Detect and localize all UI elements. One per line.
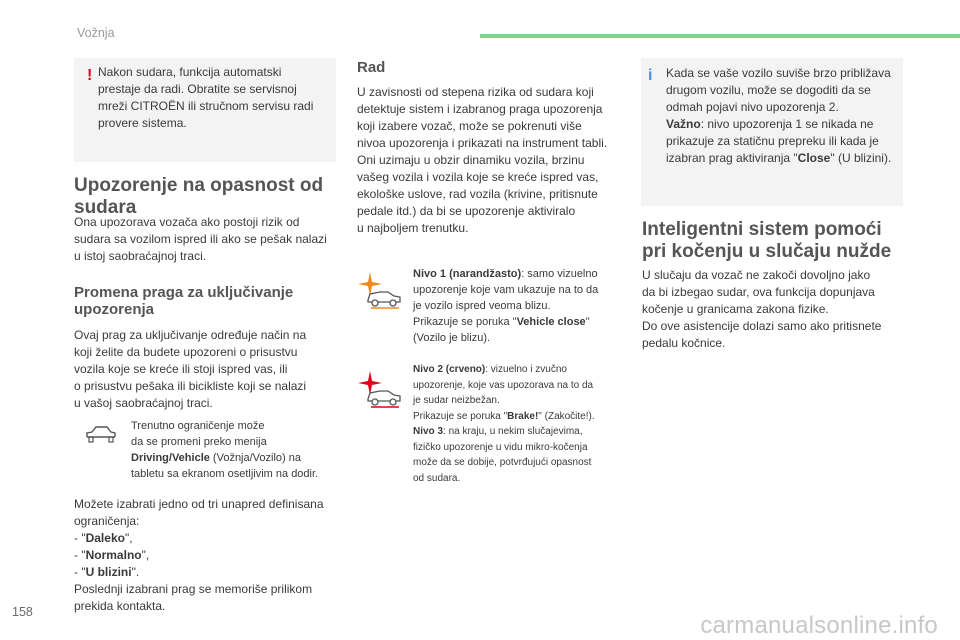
emergency-brake-text: U slučaju da vozač ne zakoči dovoljno jako da bi izbegao sudar, ova funkcija dopunjava kočenje u granicama zakona fizike. Do ove asistencije dolazi samo ako pritisnete pedalu kočnice. — [642, 268, 882, 350]
alert-car-orange-icon — [358, 270, 404, 310]
warning-note-line: Nakon sudara, funkcija automatski — [98, 65, 282, 79]
info-note: i Kada se vaše vozilo suviše brzo približava drugom vozilu, može se dogoditi da se odmah pojavi nivo upozorenja 2. Važno: nivo upozorenja 1 se nikada ne prikazuje za statičnu prepreku ili kada je izabran prag aktiviranja "Close" (U blizini). — [641, 58, 903, 206]
section-color-bar — [480, 34, 960, 38]
important-label: Važno — [666, 117, 701, 131]
brake-message: Brake! — [507, 410, 539, 422]
list-item: - "U blizini". — [74, 565, 140, 579]
threshold-options: Možete izabrati jedno od tri unapred definisana ograničenja: - "Daleko", - "Normalno", - "U blizini". Poslednji izabrani prag se memoriše prilikom prekida kontakta. — [74, 497, 324, 613]
level-2-label: Nivo 2 (crveno) — [413, 364, 486, 375]
info-icon: i — [648, 67, 653, 84]
emergency-brake-heading: Inteligentni sistem pomoći pri kočenju u slučaju nužde — [642, 219, 892, 262]
close-threshold-word: Close — [797, 151, 831, 165]
list-item: - "Daleko", — [74, 531, 133, 545]
car-icon — [84, 423, 118, 445]
page-number: 158 — [12, 605, 33, 619]
vehicle-close-message: Vehicle close — [516, 316, 586, 328]
warning-note — [74, 58, 336, 162]
car-note: Trenutno ograničenje može da se promeni preko menija Driving/Vehicle (Vožnja/Vozilo) na tabletu sa ekranom osetljivim na dodir. — [131, 420, 319, 480]
menu-path: Driving/Vehicle — [131, 452, 210, 464]
level-1-description: Nivo 1 (narandžasto): samo vizuelno upozorenje koje vam ukazuje na to da je vozilo ispred veoma blizu. Prikazuje se poruka "Vehicle close" (Vozilo je blizu). — [413, 268, 599, 344]
operation-heading: Rad — [357, 59, 386, 76]
warning-icon: ! — [87, 67, 93, 84]
watermark: carmanualsonline.info — [700, 612, 938, 639]
list-item: - "Normalno", — [74, 548, 150, 562]
threshold-heading: Promena praga za uključivanje upozorenja — [74, 284, 294, 318]
level-3-label: Nivo 3 — [413, 426, 444, 437]
alert-car-red-icon — [358, 369, 404, 409]
level-1-label: Nivo 1 (narandžasto) — [413, 268, 522, 280]
threshold-text: Ovaj prag za uključivanje određuje način na koji želite da budete upozoreni o prisustvu vozila koje se kreće ili stoji ispred vas, ili o prisustvu pešaka ili bicikliste koji se nalazi u vašoj saobraćajnoj traci. — [74, 328, 307, 410]
level-2-3-description: Nivo 2 (crveno): vizuelno i zvučno upozorenje, koje vas upozorava na to da je sudar neizbežan. Prikazuje se poruka "Brake!" (Zakočite!). Nivo 3: na kraju, u nekim slučajevima, fizičko upozorenje u vidu mikro-kočenja može da se dobije, potvrđujući opasnost od sudara. — [413, 364, 595, 484]
operation-text: U zavisnosti od stepena rizika od sudara koji detektuje sistem i izabranog praga upozorenja koji izabere vozač, može se pokrenuti više nivoa upozorenja i prikazati na instrument tabli. Oni uzimaju u obzir dinamiku vozila, brzinu vašeg vozila i vozila koje se kreće ispred vas, ekološke uslove, rad vozila (krivine, pritisnute pedale itd.) da bi se upozorenje aktiviralo u najboljem trenutku. — [357, 85, 608, 235]
warning-note-line: mreži CITROËN ili stručnom servisu radi — [98, 99, 314, 113]
section-title: Vožnja — [77, 26, 115, 40]
warning-note-line: provere sistema. — [98, 116, 187, 130]
warning-note-line: prestaje da radi. Obratite se servisnoj — [98, 82, 297, 96]
collision-warning-text: Ona upozorava vozača ako postoji rizik od sudara sa vozilom ispred ili ako se pešak nalazi u istoj saobraćajnoj traci. — [74, 215, 327, 263]
collision-warning-heading: Upozorenje na opasnost od sudara — [74, 175, 324, 218]
